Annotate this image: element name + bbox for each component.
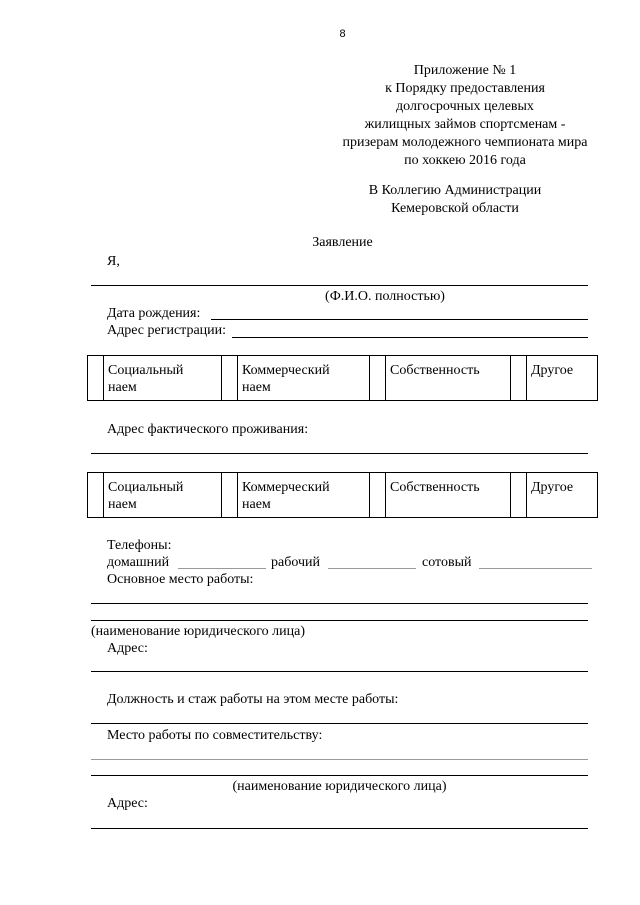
fio-caption: (Ф.И.О. полностью) [325,289,445,304]
legal-entity-caption-2: (наименование юридического лица) [232,779,447,794]
social-rent-checkbox[interactable] [88,473,104,518]
mobile-phone-label: сотовый [422,555,472,570]
ownership-checkbox[interactable] [370,473,386,518]
appendix-line: к Порядку предоставления [385,81,545,96]
social-rent-option: Социальный наем [104,473,222,518]
other-checkbox[interactable] [511,473,527,518]
work-phone-label: рабочий [271,555,320,570]
main-job-line-1[interactable] [91,603,588,604]
commercial-rent-checkbox[interactable] [222,356,238,401]
main-job-label: Основное место работы: [107,572,254,587]
phones-label: Телефоны: [107,538,172,553]
appendix-header [320,62,610,170]
appendix-line: долгосрочных целевых [396,99,534,114]
appendix-line: призерам молодежного чемпионата мира [342,135,588,150]
commercial-rent-option: Коммерческий наем [238,356,370,401]
housing-type-table-1 [87,355,598,401]
legal-entity-caption: (наименование юридического лица) [91,624,305,639]
fio-line[interactable] [91,285,588,286]
social-rent-checkbox[interactable] [88,356,104,401]
actual-address-label: Адрес фактического проживания: [107,422,309,437]
main-job-address-line[interactable] [91,671,588,672]
addressee-line: Кемеровской области [391,201,519,216]
actual-address-line[interactable] [91,453,588,454]
page-number: 8 [339,28,346,40]
mobile-phone-line[interactable] [479,568,592,569]
work-phone-line[interactable] [328,568,416,569]
commercial-rent-checkbox[interactable] [222,473,238,518]
second-job-label: Место работы по совместительству: [107,728,323,743]
other-option: Другое [527,356,598,401]
other-checkbox[interactable] [511,356,527,401]
ownership-checkbox[interactable] [370,356,386,401]
position-label: Должность и стаж работы на этом месте работы: [107,692,399,707]
i-label: Я, [107,254,120,269]
second-job-address-label: Адрес: [107,796,148,811]
home-phone-line[interactable] [178,568,266,569]
appendix-line: жилищных займов спортсменам - [364,117,566,132]
registration-address-label: Адрес регистрации: [107,323,227,338]
other-option: Другое [527,473,598,518]
birth-date-label: Дата рождения: [107,306,201,321]
home-phone-label: домашний [107,555,170,570]
appendix-line: по хоккею 2016 года [404,153,526,168]
birth-date-line[interactable] [211,319,588,320]
addressee-line: В Коллегию Администрации [368,183,542,198]
commercial-rent-option: Коммерческий наем [238,473,370,518]
appendix-line: Приложение № 1 [413,63,517,78]
housing-type-table-2 [87,472,598,518]
main-job-line-2[interactable] [91,620,588,621]
ownership-option: Собственность [386,473,511,518]
social-rent-option: Социальный наем [104,356,222,401]
second-job-line-1[interactable] [91,759,588,760]
addressee-block [340,182,570,218]
second-job-address-line[interactable] [91,828,588,829]
ownership-option: Собственность [386,356,511,401]
registration-address-line[interactable] [232,337,588,338]
form-title: Заявление [312,235,373,250]
main-job-address-label: Адрес: [107,641,148,656]
position-line[interactable] [91,723,588,724]
second-job-line-2[interactable] [91,775,588,776]
